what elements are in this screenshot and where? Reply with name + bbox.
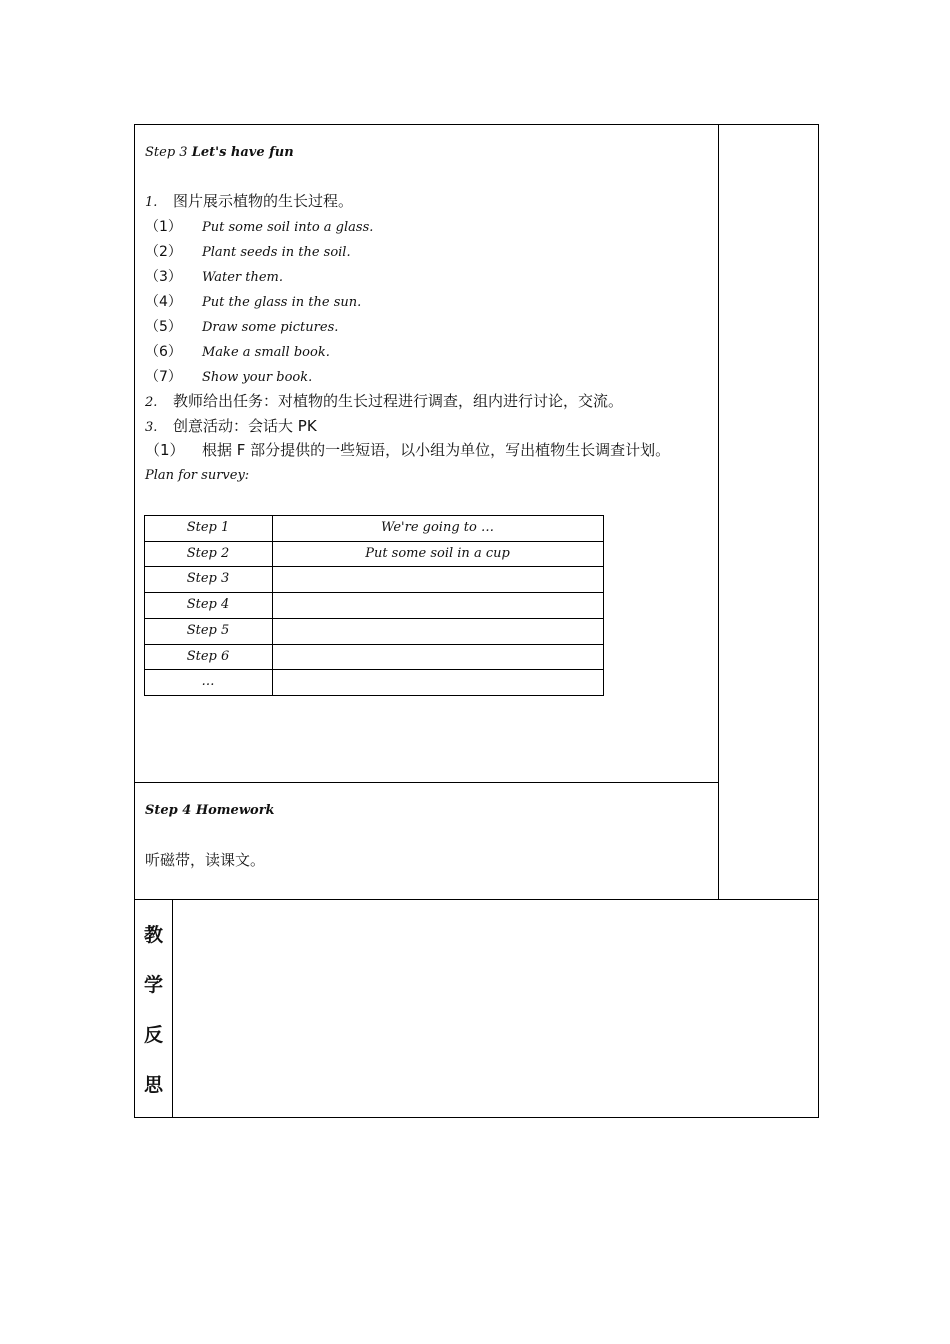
table-step-cell: Step 2	[186, 546, 230, 561]
item2-text: 教师给出任务：对植物的生长过程进行调查，组内进行讨论，交流。	[173, 392, 624, 410]
step-text: Put some soil into a glass.	[202, 220, 374, 235]
table-content-cell: We're going to …	[381, 520, 494, 535]
item3-number: 3.	[145, 420, 158, 435]
step-text: Show your book.	[202, 370, 313, 385]
item1-number: 1.	[145, 195, 158, 210]
step-text: Plant seeds in the soil.	[202, 245, 351, 260]
outer-right-border	[818, 124, 819, 1118]
table-step-cell: Step 3	[186, 571, 230, 586]
step4-heading: Step 4 Homework	[145, 803, 275, 818]
step3-step4-divider	[134, 782, 719, 783]
step-number: （2）	[145, 244, 182, 260]
step-number: （4）	[145, 294, 182, 310]
step-text: Make a small book.	[202, 345, 330, 360]
table-content-cell	[272, 669, 603, 695]
table-step-cell: …	[201, 674, 215, 689]
item2-number: 2.	[145, 395, 158, 410]
reflection-char: 学	[144, 974, 164, 996]
step4-text: 听磁带，读课文。	[145, 851, 266, 869]
step-text: Draw some pictures.	[202, 320, 339, 335]
table-right-border	[603, 515, 604, 696]
inner-column-divider	[718, 124, 719, 900]
table-step-cell: Step 1	[186, 520, 230, 535]
table-step-cell: Step 4	[186, 597, 230, 612]
step-number: （7）	[145, 369, 182, 385]
step-text: Water them.	[202, 270, 283, 285]
table-row-border	[144, 695, 604, 696]
outer-bottom-border	[134, 1117, 819, 1118]
step-text: Put the glass in the sun.	[202, 295, 362, 310]
sub1-text: 根据 F 部分提供的一些短语，以小组为单位，写出植物生长调查计划。	[202, 441, 671, 459]
outer-left-border	[134, 124, 135, 1118]
step-number: （6）	[145, 344, 182, 360]
step3-heading	[145, 146, 294, 159]
table-content-cell	[272, 566, 603, 592]
reflection-char: 反	[144, 1024, 164, 1046]
step-number: （5）	[145, 319, 182, 335]
step3-heading-prefix: Step 3	[145, 145, 192, 160]
outer-top-border	[134, 124, 819, 125]
reflection-char: 思	[144, 1074, 164, 1096]
reflection-char: 教	[144, 924, 164, 946]
item1-text: 图片展示植物的生长过程。	[173, 192, 354, 210]
table-step-cell: Step 6	[186, 649, 230, 664]
table-step-cell: Step 5	[186, 623, 230, 638]
table-content-cell: Put some soil in a cup	[365, 546, 510, 561]
table-content-cell	[272, 644, 603, 670]
step-number: （1）	[145, 219, 182, 235]
table-content-cell	[272, 618, 603, 644]
table-content-cell	[272, 592, 603, 618]
step3-heading-title: Let's have fun	[191, 145, 294, 160]
reflection-label-divider	[172, 899, 173, 1118]
plan-label: Plan for survey:	[145, 468, 250, 483]
sub1-number: （1）	[145, 441, 185, 459]
item3-text: 创意活动：会话大 PK	[173, 417, 317, 435]
reflection-top-border	[134, 899, 819, 900]
step-number: （3）	[145, 269, 182, 285]
